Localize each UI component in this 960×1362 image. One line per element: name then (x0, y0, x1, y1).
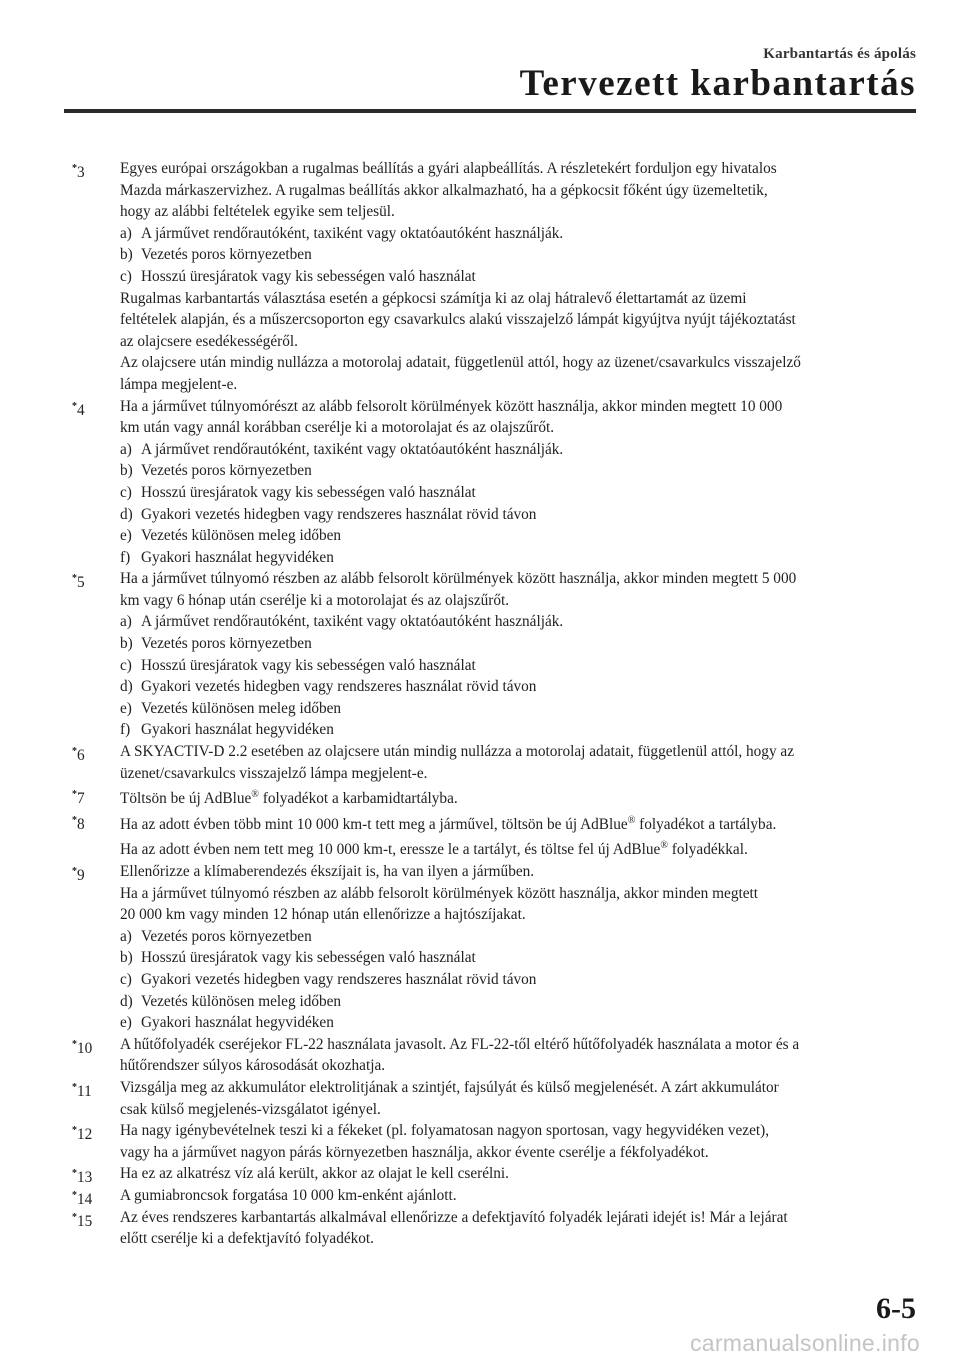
list-item-letter: f) (120, 721, 131, 739)
footnote-line: Az olajcsere után mindig nullázza a motorolaj adatait, függetlenül attól, hogy az üzenet/csavarkulcs visszajelző (120, 354, 801, 372)
asterisk-icon: * (72, 1038, 77, 1050)
footnote-line: az olajcsere esedékességéről. (120, 332, 298, 350)
registered-mark: ® (627, 814, 636, 826)
footnote-line: Ha nagy igénybevételnek teszi ki a fékeket (pl. folyamatosan nagyon sportosan, vagy hegyvidéken vezet), (120, 1122, 770, 1140)
footnote-number: 8 (77, 815, 85, 833)
footnote-line: hűtőrendszer súlyos károsodását okozhatja. (120, 1057, 386, 1075)
footnote-line: km után vagy annál korábban cserélje ki a motorolajat és az olajszűrőt. (120, 419, 555, 437)
list-item-text: Vezetés poros környezetben (141, 635, 312, 653)
footnote-line: Ha ez az alkatrész víz alá került, akkor az olajat le kell cserélni. (120, 1165, 510, 1183)
list-item-text: Gyakori vezetés hidegben vagy rendszeres használat rövid távon (141, 970, 537, 988)
footnote-line: Ha a járművet túlnyomó részben az alább felsorolt körülmények között használja, akkor minden megtett 5 000 (120, 570, 797, 588)
footnote (72, 1185, 918, 1207)
registered-mark: ® (660, 840, 668, 852)
footnote-line: Mazda márkaszervizhez. A rugalmas beállítás akkor alkalmazható, ha a gépkocsit főként úgy üzemeltetik, (120, 181, 768, 199)
footnote-line: Vizsgálja meg az akkumulátor elektrolitjának a szintjét, fajsúlyát és külső megjelenését. A zárt akkumulátor (120, 1078, 779, 1096)
footnote-marker (72, 1207, 92, 1233)
list-item-letter: c) (120, 267, 132, 285)
footnote-line: km vagy 6 hónap után cserélje ki a motorolajat és az olajszűrőt. (120, 591, 510, 609)
footnote (72, 1034, 918, 1077)
footnote-marker (72, 1077, 92, 1103)
footnote-line: hogy az alábbi feltételek egyike sem teljesül. (120, 203, 395, 221)
asterisk-icon: * (72, 746, 77, 758)
list-item (120, 482, 918, 504)
list-item-text: Vezetés poros környezetben (141, 462, 312, 480)
footnote-line: A gumiabroncsok forgatása 10 000 km-enként ajánlott. (120, 1186, 457, 1204)
list-item (120, 504, 918, 526)
list-item-letter: e) (120, 527, 132, 545)
list-item-letter: f) (120, 548, 131, 566)
footnote (72, 741, 918, 784)
list-item-text: Vezetés poros környezetben (141, 246, 312, 264)
list-item-text: Gyakori vezetés hidegben vagy rendszeres használat rövid távon (141, 678, 537, 696)
list-item-text: Vezetés különösen meleg időben (141, 699, 342, 717)
asterisk-icon: * (72, 400, 77, 412)
list-item (120, 439, 918, 461)
list-item (120, 633, 918, 655)
asterisk-icon: * (72, 1168, 77, 1180)
list-item (120, 611, 918, 633)
list-item (120, 1012, 918, 1034)
footnote (72, 568, 918, 741)
line-text: folyadékkal. (667, 841, 748, 859)
footnote-line: Ha a járművet túlnyomórészt az alább felsorolt körülmények között használja, akkor minden megtett 10 000 (120, 397, 783, 415)
footnote-line: 20 000 km vagy minden 12 hónap után ellenőrizze a hajtószíjakat. (120, 906, 526, 924)
footnote-line: Ha a járművet túlnyomó részben az alább felsorolt körülmények között használja, akkor minden megtett (120, 884, 759, 902)
registered-mark: ® (251, 789, 259, 801)
footnote (72, 1120, 918, 1163)
footnote-list (72, 158, 918, 1250)
list-item (120, 547, 918, 569)
list-item (120, 223, 918, 245)
section-title: Karbantartás és ápolás (763, 46, 916, 62)
footnote-line (120, 835, 918, 861)
footnote-line (120, 810, 918, 836)
asterisk-icon: * (72, 814, 77, 826)
footnote-line (120, 784, 918, 810)
asterisk-icon: * (72, 163, 77, 174)
list-item-letter: b) (120, 949, 133, 967)
footnote-number: 3 (77, 164, 85, 181)
list-item-text: A járművet rendőrautóként, taxiként vagy oktatóautóként használják. (141, 224, 564, 242)
list-item-letter: d) (120, 678, 133, 696)
footnote-marker (72, 568, 85, 594)
footnote-number: 15 (77, 1212, 93, 1230)
footnote-line: csak külső megjelenés-vizsgálatot igényel. (120, 1100, 381, 1118)
list-item-letter: b) (120, 635, 133, 653)
footnote-number: 14 (77, 1190, 93, 1208)
footnote-line: Az éves rendszeres karbantartás alkalmával ellenőrizze a defektjavító folyadék lejárati idejét is! Már a lejárat (120, 1208, 788, 1226)
footnote-marker (72, 784, 85, 810)
list-item-text: A járművet rendőrautóként, taxiként vagy oktatóautóként használják. (141, 440, 564, 458)
list-item-text: Hosszú üresjáratok vagy kis sebességen való használat (141, 949, 476, 967)
line-text: folyadékot a karbamidtartályba. (258, 790, 458, 808)
footnote (72, 784, 918, 810)
footnote (72, 861, 918, 1034)
list-item-text: Hosszú üresjáratok vagy kis sebességen való használat (141, 656, 476, 674)
list-item-letter: b) (120, 462, 133, 480)
asterisk-icon: * (72, 789, 77, 801)
asterisk-icon: * (72, 866, 77, 877)
asterisk-icon: * (72, 573, 77, 585)
footnote-marker (72, 158, 85, 184)
footnote-line: A hűtőfolyadék cseréjekor FL-22 használata javasolt. Az FL-22-től eltérő hűtőfolyadék használata a motor és a (120, 1035, 800, 1053)
footnote-number: 5 (77, 574, 85, 592)
footnote (72, 1207, 918, 1250)
list-item-letter: d) (120, 992, 133, 1010)
footnote-marker (72, 396, 85, 422)
footnote-number: 9 (77, 867, 85, 884)
list-item-text: Vezetés poros környezetben (141, 927, 312, 945)
list-item-letter: a) (120, 927, 132, 945)
footnote-line: A SKYACTIV-D 2.2 esetében az olajcsere után mindig nullázza a motorolaj adatait, függetlenül attól, hogy az (120, 743, 794, 761)
list-item (120, 991, 918, 1013)
footnote-line: feltételek alapján, és a műszercsoporton egy csavarkulcs alakú visszajelző lámpát kigyújtva nyújt tájékoztatást (120, 311, 796, 329)
list-item (120, 655, 918, 677)
footnote-number: 12 (77, 1126, 93, 1144)
footnote (72, 396, 918, 569)
footnote (72, 1077, 918, 1120)
list-item-letter: a) (120, 440, 132, 458)
list-item (120, 719, 918, 741)
list-item-text: Hosszú üresjáratok vagy kis sebességen való használat (141, 483, 476, 501)
footnote (72, 1163, 918, 1185)
list-item (120, 969, 918, 991)
asterisk-icon: * (72, 1189, 77, 1201)
footnote-marker (72, 810, 85, 836)
list-item (120, 244, 918, 266)
header-rule (64, 109, 916, 113)
footnote-line: vagy ha a járművet nagyon párás környezetben használja, akkor évente cserélje a fékfolyadékot. (120, 1143, 709, 1161)
footnote-number: 10 (77, 1039, 93, 1057)
footnote-number: 11 (77, 1082, 92, 1100)
asterisk-icon: * (72, 1125, 77, 1137)
line-text: Ha az adott évben több mint 10 000 km-t tett meg a járművel, töltsön be új AdBlue (120, 815, 628, 833)
footnote-line: előtt cserélje ki a defektjavító folyadékot. (120, 1230, 374, 1248)
list-item-text: Gyakori vezetés hidegben vagy rendszeres használat rövid távon (141, 505, 537, 523)
line-text: folyadékot a tartályba. (635, 815, 777, 833)
list-item-letter: c) (120, 656, 132, 674)
list-item (120, 926, 918, 948)
list-item-letter: a) (120, 224, 132, 242)
list-item (120, 460, 918, 482)
list-item (120, 266, 918, 288)
list-item (120, 525, 918, 547)
page-number: 6-5 (876, 1292, 916, 1325)
list-item-text: A járművet rendőrautóként, taxiként vagy oktatóautóként használják. (141, 613, 564, 631)
footnote-line: üzenet/csavarkulcs visszajelző lámpa megjelent-e. (120, 764, 428, 782)
footnote-marker (72, 861, 85, 887)
list-item-text: Gyakori használat hegyvidéken (141, 721, 334, 739)
asterisk-icon: * (72, 1211, 77, 1223)
footnote-marker (72, 741, 85, 767)
footnote-line: Ellenőrizze a klímaberendezés ékszíjait is, ha van ilyen a járműben. (120, 863, 535, 880)
list-item (120, 947, 918, 969)
list-item-text: Gyakori használat hegyvidéken (141, 548, 334, 566)
list-item-text: Vezetés különösen meleg időben (141, 527, 342, 545)
line-text: Ha az adott évben nem tett meg 10 000 km-t, eressze le a tartályt, és töltse fel új AdBlue (120, 841, 661, 859)
footnote (72, 158, 918, 396)
watermark: carmanualsonline.info (689, 1330, 920, 1356)
list-item-letter: a) (120, 613, 132, 631)
footnote-line: Rugalmas karbantartás választása esetén a gépkocsi számítja ki az olaj hátralevő élettartamát az üzemi (120, 289, 747, 307)
list-item-letter: e) (120, 1014, 132, 1032)
list-item-letter: c) (120, 970, 132, 988)
list-item (120, 698, 918, 720)
list-item-letter: b) (120, 246, 133, 264)
list-item (120, 676, 918, 698)
footnote (72, 810, 918, 861)
footnote-line: lámpa megjelent-e. (120, 375, 238, 393)
line-text: Töltsön be új AdBlue (120, 790, 252, 808)
asterisk-icon: * (72, 1081, 77, 1093)
list-item-letter: c) (120, 483, 132, 501)
list-item-text: Gyakori használat hegyvidéken (141, 1014, 334, 1032)
footnote-number: 7 (77, 790, 85, 808)
footnote-line: Egyes európai országokban a rugalmas beállítás a gyári alapbeállítás. A részletekért forduljon egy hivatalos (120, 160, 777, 177)
page-title: Tervezett karbantartás (519, 63, 916, 104)
footnote-marker (72, 1120, 92, 1146)
list-item-letter: d) (120, 505, 133, 523)
footnote-marker (72, 1034, 92, 1060)
list-item-letter: e) (120, 699, 132, 717)
list-item-text: Hosszú üresjáratok vagy kis sebességen való használat (141, 267, 476, 285)
footnote-number: 13 (77, 1169, 93, 1187)
list-item-text: Vezetés különösen meleg időben (141, 992, 342, 1010)
footnote-number: 6 (77, 747, 85, 765)
page-header (0, 0, 960, 130)
footnote-number: 4 (77, 401, 85, 419)
